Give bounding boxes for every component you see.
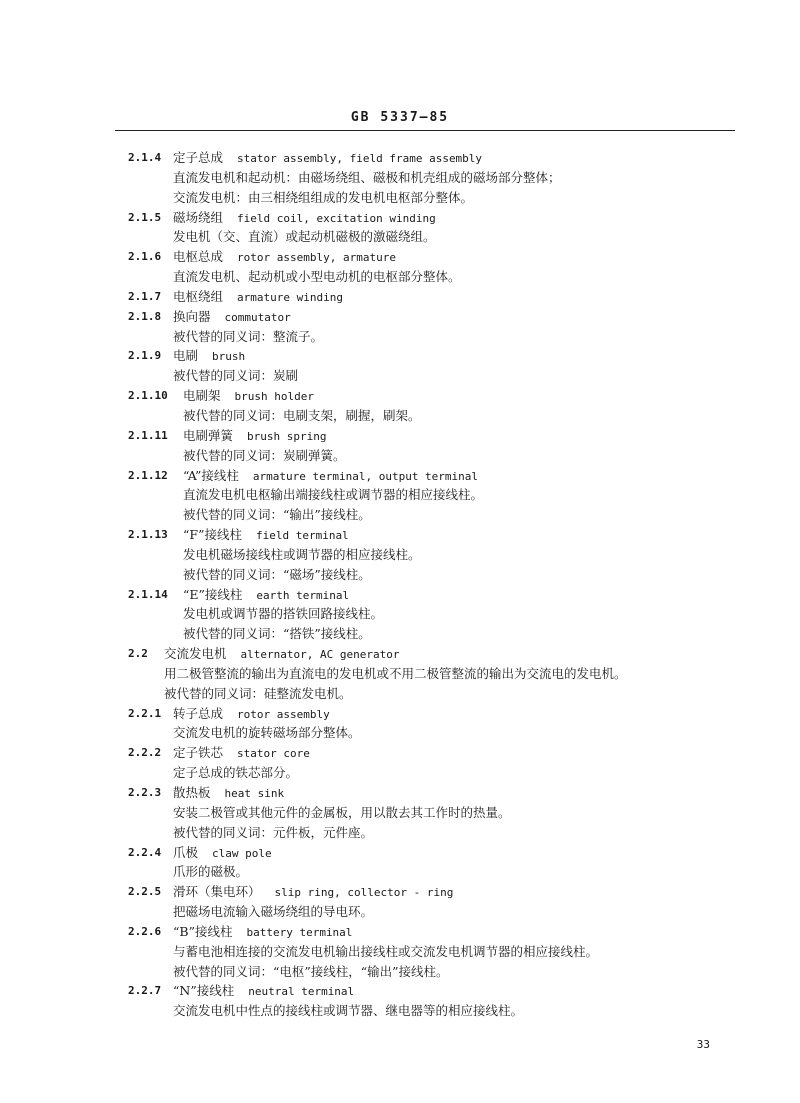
term-heading — [173, 307, 291, 328]
term-description: 爪形的磁极。 — [173, 864, 249, 880]
term-english: alternator, AC generator — [240, 648, 400, 662]
term-entry — [0, 148, 800, 168]
term-description: 被代替的同义词：“输出”接线柱。 — [183, 507, 371, 523]
term-heading — [173, 981, 354, 1002]
term-english: field terminal — [255, 529, 349, 543]
term-entry — [0, 704, 800, 724]
term-heading — [173, 882, 453, 903]
term-description: 与蓄电池相连接的交流发电机输出接线柱或交流发电机调节器的相应接线柱。 — [173, 943, 599, 959]
term-description: 用二极管整流的输出为直流电的发电机或不用二极管整流的输出为交流电的发电机。 — [164, 665, 627, 681]
term-english: brush — [212, 350, 246, 364]
term-description-line — [0, 545, 800, 565]
term-description: 发电机（交、直流）或起动机磁极的激磁绕组。 — [173, 229, 436, 245]
term-entry — [0, 287, 800, 307]
term-number: 2.2.5 — [128, 885, 162, 899]
term-heading — [183, 525, 349, 546]
term-entry — [0, 882, 800, 902]
term-description-line — [0, 763, 800, 783]
term-description-line — [0, 823, 800, 843]
term-number: 2.1.12 — [128, 468, 168, 482]
term-chinese: “F”接线柱 — [183, 527, 242, 543]
term-description-line — [0, 1001, 800, 1021]
term-entry — [0, 386, 800, 406]
term-description: 把磁场电流输入磁场绕组的导电环。 — [173, 904, 374, 920]
term-description: 被代替的同义词：炭刷 — [173, 368, 299, 384]
term-entry — [0, 743, 800, 763]
term-description-line — [0, 446, 800, 466]
term-number: 2.2.7 — [128, 984, 162, 998]
term-english: rotor assembly — [237, 707, 330, 721]
term-number: 2.1.8 — [128, 309, 162, 323]
term-number: 2.2.1 — [128, 706, 162, 720]
term-english: neutral terminal — [248, 985, 355, 999]
term-description: 定子总成的铁芯部分。 — [173, 765, 299, 781]
term-english: heat sink — [224, 787, 285, 800]
term-chinese: 转子总成 — [173, 705, 224, 721]
term-description-line — [0, 962, 800, 982]
term-number: 2.2 — [128, 647, 148, 661]
term-entry — [0, 644, 800, 664]
term-heading — [173, 843, 272, 864]
term-chinese: 电枢总成 — [173, 249, 224, 265]
page-number: 33 — [696, 1038, 710, 1051]
term-number: 2.2.4 — [128, 845, 162, 859]
term-description-line — [0, 406, 800, 426]
term-heading — [173, 743, 310, 764]
term-description: 被代替的同义词：炭刷弹簧。 — [183, 447, 346, 463]
term-description: 交流发电机的旋转磁场部分整体。 — [173, 725, 361, 741]
term-number: 2.1.9 — [128, 349, 162, 363]
term-number: 2.1.13 — [128, 528, 168, 542]
term-description: 发电机磁场接线柱或调节器的相应接线柱。 — [183, 546, 421, 562]
term-chinese: “E”接线柱 — [183, 586, 243, 602]
term-description-line — [0, 902, 800, 922]
term-number: 2.2.3 — [128, 786, 162, 799]
term-description: 直流发电机电枢输出端接线柱或调节器的相应接线柱。 — [183, 487, 484, 503]
term-english: earth terminal — [256, 588, 350, 602]
term-description-line — [0, 723, 800, 743]
term-heading — [173, 287, 343, 308]
term-chinese: 定子铁芯 — [173, 745, 224, 761]
term-entry — [0, 981, 800, 1001]
term-description-line — [0, 803, 800, 823]
term-description-line — [0, 604, 800, 624]
term-heading — [183, 386, 314, 407]
term-heading — [183, 466, 478, 487]
term-heading — [173, 247, 396, 268]
term-chinese: 交流发电机 — [164, 646, 227, 662]
term-heading — [173, 783, 284, 804]
term-english: commutator — [224, 310, 291, 324]
term-english: armature winding — [237, 290, 343, 304]
term-chinese: 散热板 — [173, 785, 211, 800]
term-english: claw pole — [212, 846, 272, 860]
term-description: 直流发电机、起动机或小型电动机的电枢部分整体。 — [173, 269, 461, 285]
term-entry — [0, 843, 800, 863]
term-number: 2.2.2 — [128, 746, 162, 760]
term-heading — [183, 585, 349, 606]
term-entry — [0, 346, 800, 366]
term-list — [0, 148, 800, 1021]
term-description-line — [0, 227, 800, 247]
term-description-line — [0, 327, 800, 347]
term-description-line — [0, 684, 800, 704]
term-description: 交流发电机中性点的接线柱或调节器、继电器等的相应接线柱。 — [173, 1003, 524, 1019]
term-description-line — [0, 505, 800, 525]
term-number: 2.1.6 — [128, 250, 162, 264]
term-description-line — [0, 624, 800, 644]
term-heading — [173, 346, 245, 367]
term-chinese: 电枢绕组 — [173, 288, 224, 304]
term-description: 被代替的同义词：硅整流发电机。 — [164, 685, 352, 701]
term-description-line — [0, 485, 800, 505]
term-heading — [173, 208, 436, 229]
term-entry — [0, 525, 800, 545]
term-description-line — [0, 565, 800, 585]
term-chinese: 电刷 — [173, 348, 199, 364]
term-description-line — [0, 942, 800, 962]
term-entry — [0, 247, 800, 267]
term-chinese: “A”接线柱 — [183, 467, 239, 483]
term-description: 被代替的同义词：电刷支架，刷握，刷架。 — [183, 407, 421, 423]
term-entry — [0, 208, 800, 228]
term-heading — [183, 426, 327, 447]
term-entry — [0, 466, 800, 486]
term-heading — [173, 922, 352, 943]
term-english: stator core — [237, 747, 310, 761]
term-english: brush spring — [247, 429, 327, 443]
term-heading — [173, 148, 482, 169]
term-chinese: 电刷架 — [183, 388, 221, 404]
term-number: 2.1.5 — [128, 210, 162, 224]
term-chinese: 滑环（集电环） — [173, 884, 261, 900]
term-entry — [0, 922, 800, 942]
term-heading — [164, 644, 399, 665]
term-english: armature terminal, output terminal — [252, 469, 479, 483]
term-description: 被代替的同义词：“磁场”接线柱。 — [183, 566, 371, 582]
term-english: rotor assembly, armature — [237, 251, 396, 265]
term-number: 2.1.10 — [128, 389, 168, 403]
term-description: 被代替的同义词：整流子。 — [173, 328, 324, 344]
term-description-line — [0, 862, 800, 882]
term-description: 交流发电机：由三相绕组组成的发电机电枢部分整体。 — [173, 189, 474, 205]
term-description: 被代替的同义词：“电枢”接线柱，“输出”接线柱。 — [173, 963, 449, 979]
term-english: battery terminal — [246, 925, 353, 939]
term-english: brush holder — [234, 390, 314, 404]
term-number: 2.1.7 — [128, 289, 162, 303]
document-header: GB 5337—85 — [350, 110, 450, 125]
term-description-line — [0, 267, 800, 287]
term-description: 被代替的同义词：元件板，元件座。 — [173, 824, 374, 840]
term-chinese: 磁场绕组 — [173, 209, 224, 225]
term-chinese: 定子总成 — [173, 150, 224, 165]
term-description: 安装二极管或其他元件的金属板，用以散去其工作时的热量。 — [173, 804, 511, 820]
term-chinese: “B”接线柱 — [173, 923, 233, 939]
term-number: 2.1.14 — [128, 587, 168, 601]
term-description-line — [0, 664, 800, 684]
term-english: stator assembly, field frame assembly — [237, 152, 483, 165]
term-description-line — [0, 168, 800, 188]
term-english: slip ring, collector - ring — [274, 886, 454, 900]
term-entry — [0, 307, 800, 327]
term-chinese: 换向器 — [173, 308, 211, 324]
term-chinese: “N”接线柱 — [173, 983, 235, 999]
term-number: 2.2.6 — [128, 924, 162, 938]
term-description: 发电机或调节器的搭铁回路接线柱。 — [183, 606, 384, 622]
term-description-line — [0, 188, 800, 208]
term-description: 被代替的同义词：“搭铁”接线柱。 — [183, 626, 371, 642]
term-heading — [173, 704, 330, 725]
term-entry — [0, 585, 800, 605]
term-chinese: 爪极 — [173, 844, 199, 860]
term-description-line — [0, 366, 800, 386]
term-entry — [0, 783, 800, 803]
term-description: 直流发电机和起动机：由磁场绕组、磁极和机壳组成的磁场部分整体； — [173, 169, 561, 185]
term-number: 2.1.11 — [128, 428, 168, 442]
term-number: 2.1.4 — [128, 151, 162, 164]
term-chinese: 电刷弹簧 — [183, 427, 234, 443]
term-english: field coil, excitation winding — [237, 211, 436, 225]
header-rule — [115, 130, 735, 131]
term-entry — [0, 426, 800, 446]
